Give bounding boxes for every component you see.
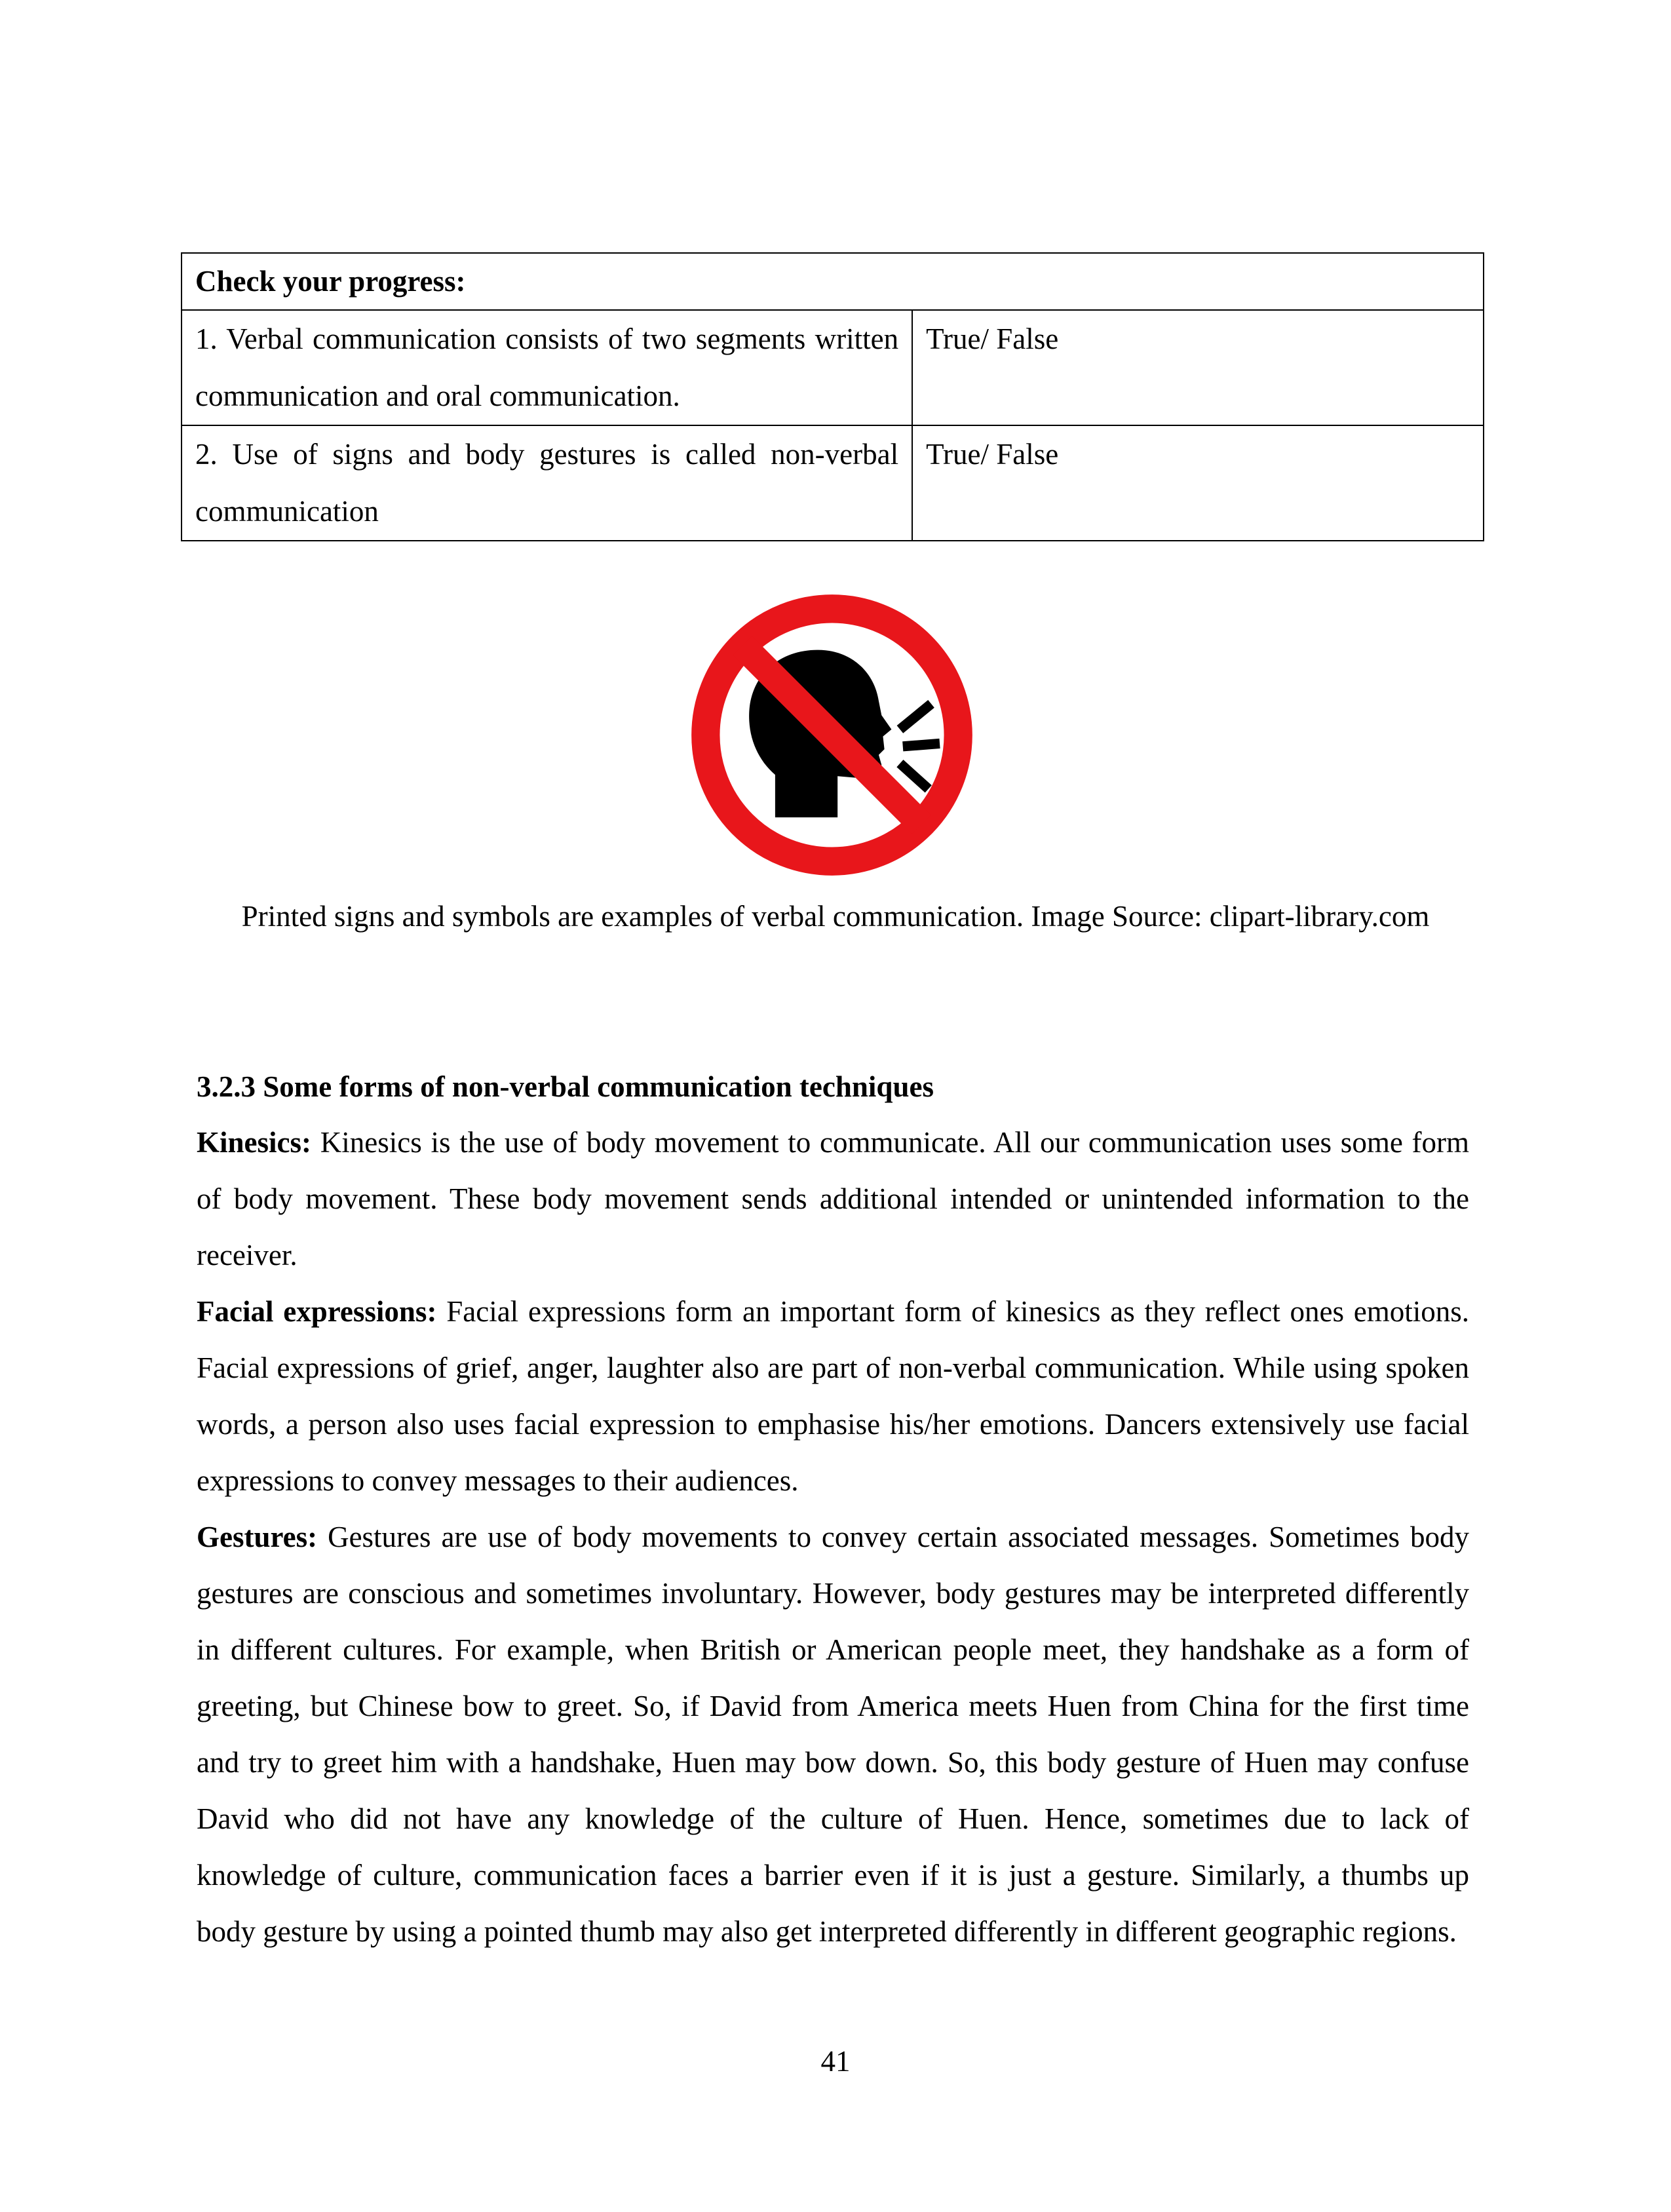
section-heading: 3.2.3 Some forms of non-verbal communication techniques bbox=[197, 1070, 934, 1103]
progress-table bbox=[181, 252, 1484, 541]
question-2-answer: True/ False bbox=[912, 425, 1484, 541]
progress-header-row bbox=[182, 253, 1484, 310]
term-facial-expressions: Facial expressions: bbox=[197, 1295, 437, 1328]
figure-caption: Printed signs and symbols are examples of verbal communication. Image Source: clipart-library.com bbox=[241, 900, 1430, 933]
question-1-text: 1. Verbal communication consists of two segments written communication and oral communication. bbox=[182, 310, 912, 425]
question-2-text: 2. Use of signs and body gestures is called non-verbal communication bbox=[182, 425, 912, 541]
no-speaking-sign-icon bbox=[690, 593, 974, 877]
text-gestures: Gestures are use of body movements to convey certain associated messages. Sometimes body gestures are conscious and sometimes involuntary. However, body gestures may be interpreted differently in different cultures. For example, when British or American people meet, they handshake as a form of greeting, but Chinese bow to greet. So, if David from America meets Huen from China for the first time and try to greet him with a handshake, Huen may bow down. So, this body gesture of Huen may confuse David who did not have any knowledge of the culture of Huen. Hence, sometimes due to lack of knowledge of culture, communication faces a barrier even if it is just a gesture. Similarly, a thumbs up body gesture by using a pointed thumb may also get interpreted differently in different geographic regions. bbox=[197, 1521, 1469, 1948]
text-kinesics: Kinesics is the use of body movement to communicate. All our communication uses some form of body movement. These body movement sends additional intended or unintended information to the receiver. bbox=[197, 1126, 1469, 1271]
term-kinesics: Kinesics: bbox=[197, 1126, 311, 1159]
paragraph-kinesics bbox=[197, 1114, 1469, 1283]
question-1-answer: True/ False bbox=[912, 310, 1484, 425]
paragraph-facial-expressions bbox=[197, 1283, 1469, 1509]
progress-row-1 bbox=[182, 310, 1484, 425]
progress-row-2 bbox=[182, 425, 1484, 541]
paragraph-gestures bbox=[197, 1509, 1469, 1960]
term-gestures: Gestures: bbox=[197, 1521, 318, 1553]
text-facial-expressions: Facial expressions form an important form of kinesics as they reflect ones emotions. Facial expressions of grief, anger, laughter also are part of non-verbal communication. While using spoken words, a person also uses facial expression to emphasise his/her emotions. Dancers extensively use facial expressions to convey messages to their audiences. bbox=[197, 1295, 1469, 1497]
section-body bbox=[197, 1114, 1469, 1960]
page-number: 41 bbox=[820, 2045, 851, 2078]
progress-heading: Check your progress: bbox=[182, 253, 1484, 310]
